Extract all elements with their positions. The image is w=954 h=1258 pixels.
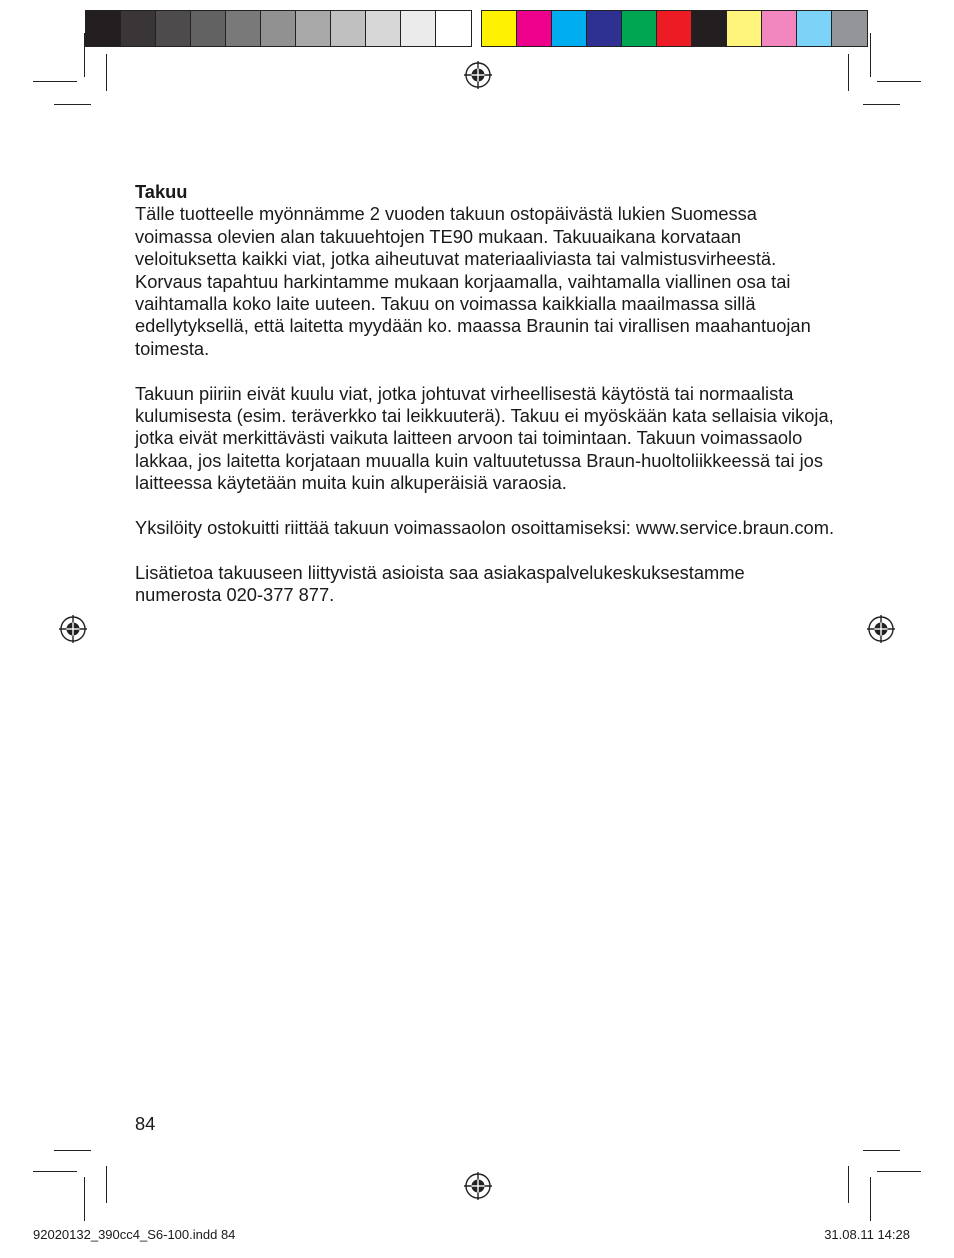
- crop-mark: [84, 1177, 85, 1221]
- crop-mark: [33, 1171, 77, 1172]
- crop-mark: [870, 1177, 871, 1221]
- color-swatch: [762, 11, 797, 46]
- slug-timestamp: 31.08.11 14:28: [824, 1227, 910, 1242]
- color-swatch: [692, 11, 727, 46]
- grayscale-swatch: [156, 11, 191, 46]
- registration-mark-icon: [463, 1171, 493, 1201]
- color-swatch: [727, 11, 762, 46]
- warranty-paragraph-1: [135, 181, 835, 360]
- section-heading: Takuu: [135, 181, 188, 202]
- crop-mark: [877, 1171, 921, 1172]
- color-swatch: [587, 11, 622, 46]
- warranty-paragraph-2: Takuun piiriin eivät kuulu viat, jotka johtuvat virheellisestä käytöstä tai normaalista kulumisesta (esim. teräverkko tai leikkuuterä). Takuu ei myöskään kata sellaisia vikoja, jotka eivät merkittävästi vaikuta laitteen arvoon tai toimintaan. Takuun voimassaolo lakkaa, jos laitetta korjataan muualla kuin valtuutetussa Braun-huoltoliikkeessä tai jos laitteessa käytetään muita kuin alkuperäisiä varaosia.: [135, 382, 834, 494]
- grayscale-swatch: [436, 11, 471, 46]
- crop-mark: [863, 1150, 900, 1151]
- color-swatch: [657, 11, 692, 46]
- color-swatch: [622, 11, 657, 46]
- warranty-paragraph-3: Yksilöity ostokuitti riittää takuun voimassaolon osoittamiseksi: www.service.braun.com.: [135, 517, 835, 539]
- page-number: 84: [135, 1113, 156, 1134]
- color-swatch: [517, 11, 552, 46]
- grayscale-swatch: [191, 11, 226, 46]
- registration-mark-icon: [463, 60, 493, 90]
- warranty-section: [135, 181, 835, 629]
- registration-mark-icon: [866, 614, 896, 644]
- color-swatch: [832, 11, 867, 46]
- crop-mark: [848, 1166, 849, 1203]
- crop-mark: [877, 81, 921, 82]
- crop-mark: [84, 33, 85, 77]
- grayscale-swatch: [226, 11, 261, 46]
- grayscale-swatch: [366, 11, 401, 46]
- registration-mark-icon: [58, 614, 88, 644]
- color-swatch: [797, 11, 832, 46]
- process-color-bar: [481, 10, 868, 47]
- warranty-paragraph-4: Lisätietoa takuuseen liittyvistä asioista saa asiakaspalvelukeskuksestamme numerosta 020-377 877.: [135, 561, 745, 606]
- crop-mark: [848, 54, 849, 91]
- grayscale-swatch: [86, 11, 121, 46]
- color-swatch: [552, 11, 587, 46]
- crop-mark: [870, 33, 871, 77]
- slug-file-info: 92020132_390cc4_S6-100.indd 84: [33, 1227, 236, 1242]
- paragraph-text: Tälle tuotteelle myönnämme 2 vuoden takuun ostopäivästä lukien Suomessa voimassa olevien alan takuuehtojen TE90 mukaan. Takuuaikana korvataan veloituksetta kaikki viat, jotka aiheutuvat materiaaliviasta tai valmistusvirheestä. Korvaus tapahtuu harkintamme mukaan korjaamalla, vaihtamalla viallinen osa tai vaihtamalla koko laite uuteen. Takuu on voimassa kaikkialla maailmassa sillä edellytyksellä, että laitetta myydään ko. maassa Braunin tai virallisen maahantuojan toimesta.: [135, 203, 811, 359]
- grayscale-color-bar: [85, 10, 472, 47]
- crop-mark: [33, 81, 77, 82]
- color-swatch: [482, 11, 517, 46]
- grayscale-swatch: [261, 11, 296, 46]
- crop-mark: [106, 54, 107, 91]
- grayscale-swatch: [401, 11, 436, 46]
- crop-mark: [54, 104, 91, 105]
- grayscale-swatch: [296, 11, 331, 46]
- grayscale-swatch: [121, 11, 156, 46]
- grayscale-swatch: [331, 11, 366, 46]
- crop-mark: [863, 104, 900, 105]
- crop-mark: [106, 1166, 107, 1203]
- crop-mark: [54, 1150, 91, 1151]
